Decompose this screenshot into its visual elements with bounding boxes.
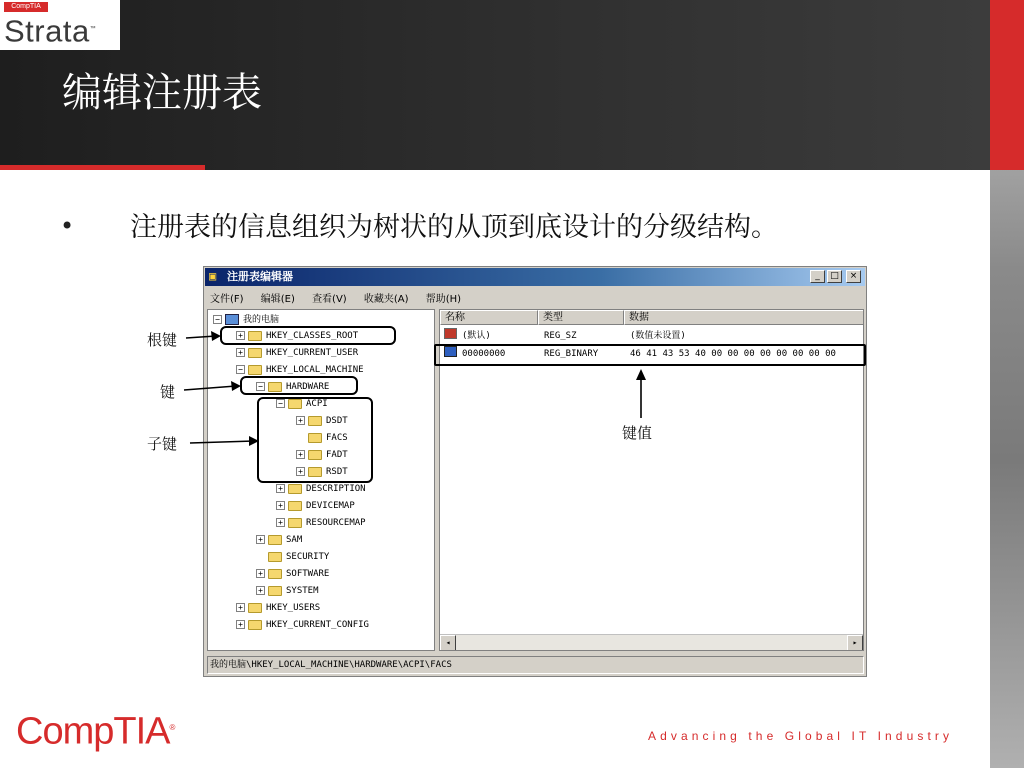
regedit-titlebar <box>205 268 865 286</box>
tree-item-devicemap[interactable] <box>276 498 355 514</box>
regedit-app-icon: ▣ <box>209 269 217 283</box>
expand-toggle[interactable]: + <box>236 620 245 629</box>
tree-item-label: DESCRIPTION <box>306 484 366 494</box>
tree-item-label: SYSTEM <box>286 586 319 596</box>
strata-word: Strata <box>4 13 90 49</box>
label-root-key: 根键 <box>147 331 178 349</box>
folder-icon <box>288 518 302 528</box>
tree-item-label: SAM <box>286 535 303 545</box>
expand-toggle[interactable]: + <box>296 450 305 459</box>
tree-item-label: HKEY_CURRENT_CONFIG <box>266 620 369 630</box>
tree-item-label: 我的电脑 <box>243 315 280 325</box>
expand-toggle[interactable]: + <box>236 331 245 340</box>
close-button[interactable]: × <box>846 270 861 283</box>
tree-item-security[interactable] <box>256 549 329 565</box>
tree-item-label: RESOURCEMAP <box>306 518 366 528</box>
tree-item-label: HKEY_USERS <box>266 603 321 613</box>
bullet-marker: • <box>60 212 75 240</box>
menu-favorites[interactable]: 收藏夹(A) <box>363 294 409 305</box>
scroll-right-button[interactable]: ▸ <box>847 635 863 651</box>
tree-item-label: SOFTWARE <box>286 569 330 579</box>
callout-root-key-box <box>220 326 396 345</box>
value-row-default[interactable] <box>440 328 864 344</box>
tree-item-label: RSDT <box>326 467 348 477</box>
expand-toggle[interactable]: + <box>256 586 265 595</box>
value-type: REG_BINARY <box>544 349 599 359</box>
callout-key-box <box>240 376 358 395</box>
strata-logo-comptia: CompTIA <box>4 2 48 12</box>
tree-item-resourcemap[interactable] <box>276 515 366 531</box>
column-type[interactable]: 类型 <box>538 310 624 325</box>
folder-icon <box>248 620 262 630</box>
tree-item-label: HARDWARE <box>286 382 330 392</box>
expand-toggle[interactable]: + <box>236 603 245 612</box>
computer-icon <box>225 314 239 325</box>
expand-toggle[interactable]: + <box>296 416 305 425</box>
folder-icon <box>268 535 282 545</box>
right-accent-red <box>990 0 1024 170</box>
title-red-underline <box>0 165 205 170</box>
expand-toggle[interactable]: + <box>236 348 245 357</box>
comptia-logo: CompTIA® <box>16 710 175 753</box>
tree-item-description[interactable] <box>276 481 366 497</box>
tree-item-label: ACPI <box>306 399 328 409</box>
tree-item-label: HKEY_CLASSES_ROOT <box>266 331 359 341</box>
regedit-menubar <box>210 290 475 306</box>
expand-toggle[interactable]: + <box>276 484 285 493</box>
tree-item-hkcc[interactable] <box>236 617 369 633</box>
value-name: 00000000 <box>462 349 506 359</box>
tree-item-hku[interactable] <box>236 600 320 616</box>
menu-file[interactable]: 文件(F) <box>210 294 244 305</box>
value-data: (数值未设置) <box>630 331 686 341</box>
tree-item-hkcu[interactable] <box>236 345 358 361</box>
value-data: 46 41 43 53 40 00 00 00 00 00 00 00 00 <box>630 349 836 359</box>
tree-item-label: SECURITY <box>286 552 330 562</box>
tree-item-label: FACS <box>326 433 348 443</box>
regedit-title: 注册表编辑器 <box>227 270 293 283</box>
expand-toggle[interactable]: + <box>276 518 285 527</box>
callout-key-value-box <box>434 344 866 366</box>
column-data[interactable]: 数据 <box>624 310 864 325</box>
value-name: (默认) <box>462 331 491 341</box>
bullet-text: 注册表的信息组织为树状的从顶到底设计的分级结构。 <box>130 212 778 243</box>
expand-toggle[interactable]: + <box>256 569 265 578</box>
tree-item-sam[interactable] <box>256 532 302 548</box>
folder-icon <box>288 484 302 494</box>
tree-item-software[interactable] <box>256 566 329 582</box>
string-value-icon <box>444 328 457 339</box>
status-bar: 我的电脑\HKEY_LOCAL_MACHINE\HARDWARE\ACPI\FACS <box>207 656 864 674</box>
folder-icon <box>288 501 302 511</box>
tree-item-system[interactable] <box>256 583 319 599</box>
collapse-toggle[interactable]: − <box>276 399 285 408</box>
folder-icon <box>248 348 262 358</box>
folder-icon <box>248 603 262 613</box>
menu-help[interactable]: 帮助(H) <box>425 294 462 305</box>
expand-toggle[interactable]: + <box>296 467 305 476</box>
tree-item-label: DEVICEMAP <box>306 501 355 511</box>
tree-item-label: HKEY_CURRENT_USER <box>266 348 359 358</box>
folder-icon <box>268 586 282 596</box>
column-name[interactable]: 名称 <box>440 310 538 325</box>
menu-view[interactable]: 查看(V) <box>312 294 347 305</box>
collapse-toggle[interactable]: − <box>236 365 245 374</box>
tree-item-label: HKEY_LOCAL_MACHINE <box>266 365 364 375</box>
folder-icon <box>268 569 282 579</box>
strata-logo-text: Strata™ <box>4 13 97 49</box>
collapse-toggle[interactable]: − <box>256 382 265 391</box>
label-key: 键 <box>160 383 176 401</box>
expand-toggle[interactable]: + <box>256 535 265 544</box>
collapse-toggle[interactable]: − <box>213 315 222 324</box>
scroll-left-button[interactable]: ◂ <box>440 635 456 651</box>
folder-icon <box>248 365 262 375</box>
label-subkey: 子键 <box>147 435 178 453</box>
expand-toggle[interactable]: + <box>276 501 285 510</box>
horizontal-scrollbar[interactable] <box>440 634 863 650</box>
minimize-button[interactable]: _ <box>810 270 825 283</box>
menu-edit[interactable]: 编辑(E) <box>260 294 295 305</box>
value-type: REG_SZ <box>544 331 577 341</box>
label-key-value: 键值 <box>622 424 653 442</box>
folder-icon <box>268 552 282 562</box>
maximize-button[interactable]: □ <box>827 270 842 283</box>
tree-item-label: FADT <box>326 450 348 460</box>
tree-item-label: DSDT <box>326 416 348 426</box>
strata-logo <box>0 0 120 50</box>
slide-title: 编辑注册表 <box>62 70 262 116</box>
footer-tagline: Advancing the Global IT Industry <box>648 729 954 743</box>
callout-subkey-box <box>257 397 373 483</box>
comptia-logo-text: CompTIA <box>16 710 170 753</box>
